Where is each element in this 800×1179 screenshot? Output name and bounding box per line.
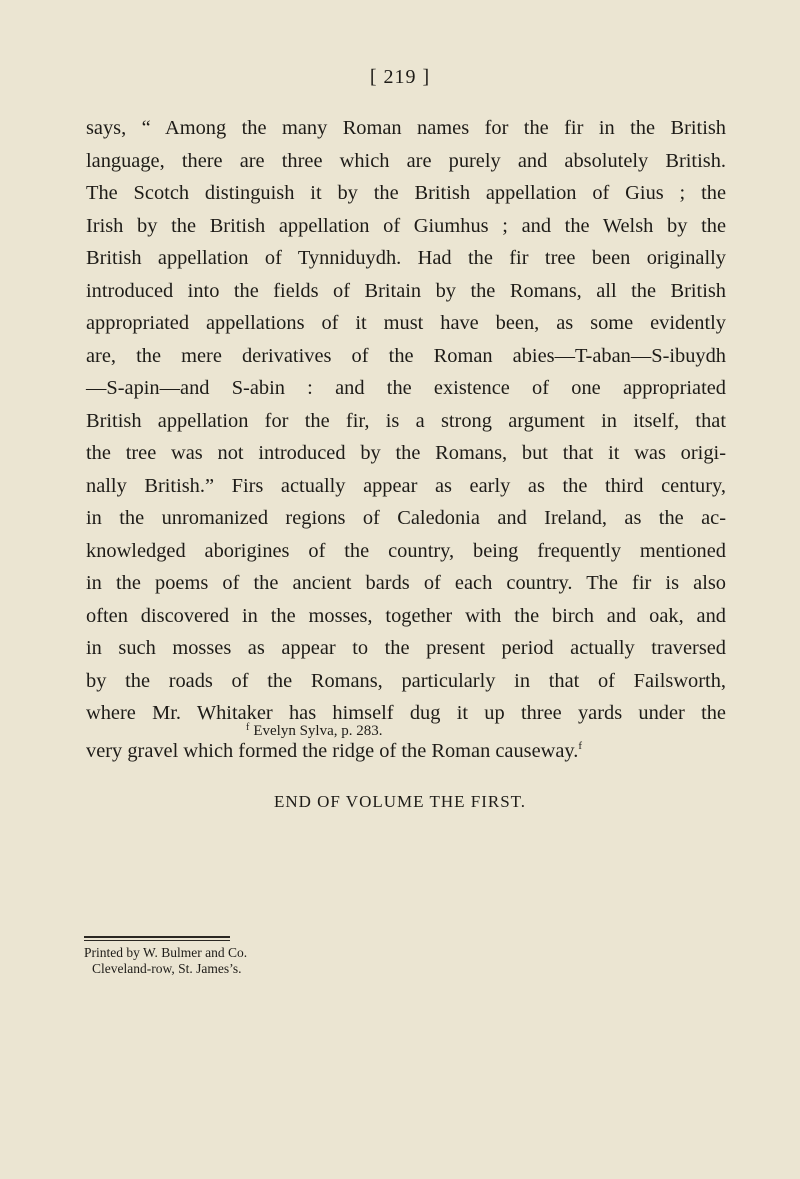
body-line: knowledged aborigines of the country, being frequently mentioned <box>86 539 726 562</box>
body-line: are, the mere derivatives of the Roman abies—T-aban—S-ibuydh <box>86 344 726 367</box>
body-line: often discovered in the mosses, together with the birch and oak, and <box>86 604 726 627</box>
printer-imprint <box>84 945 247 977</box>
footnote-text: Evelyn Sylva, p. 283. <box>253 723 383 739</box>
body-line: —S-apin—and S-abin : and the existence of one appropriated <box>86 377 726 399</box>
body-line: the tree was not introduced by the Romans, but that it was origi- <box>86 442 726 464</box>
body-line: by the roads of the Romans, particularly in that of Failsworth, <box>86 669 726 692</box>
page-number: [ 219 ] <box>369 66 431 88</box>
end-of-volume-title: END OF VOLUME THE FIRST. <box>273 792 527 811</box>
imprint-rule <box>84 936 230 941</box>
body-line: where Mr. Whitaker has himself dug it up three yards under the <box>86 702 726 724</box>
body-line: in the poems of the ancient bards of each country. The fir is also <box>86 572 726 594</box>
body-line: nally British.” Firs actually appear as early as the third century, <box>86 474 726 497</box>
body-line: introduced into the fields of Britain by the Romans, all the British <box>86 279 726 302</box>
footnote-reference: f <box>578 739 583 752</box>
footnote-mark: f <box>246 722 250 733</box>
body-line: The Scotch distinguish it by the British appellation of Gius ; the <box>86 182 726 204</box>
thin-rule <box>84 940 230 941</box>
body-line: British appellation of Tynniduydh. Had the fir tree been originally <box>86 247 726 269</box>
body-paragraph <box>86 112 726 767</box>
thick-rule <box>84 936 230 938</box>
imprint-line-2: Cleveland-row, St. James’s. <box>92 961 242 976</box>
body-line-last <box>86 730 726 768</box>
imprint-line-1: Printed by W. Bulmer and Co. <box>84 945 248 960</box>
last-line-text: very gravel which formed the ridge of the Roman causeway. <box>86 739 579 762</box>
body-line: says, “ Among the many Roman names for the fir in the British <box>86 117 726 139</box>
body-line: British appellation for the fir, is a strong argument in itself, that <box>86 409 726 432</box>
body-line: Irish by the British appellation of Giumhus ; and the Welsh by the <box>86 214 726 237</box>
body-line: in the unromanized regions of Caledonia and Ireland, as the ac- <box>86 507 726 529</box>
body-line: in such mosses as appear to the present period actually traversed <box>86 637 726 659</box>
body-line: appropriated appellations of it must have been, as some evidently <box>86 312 726 334</box>
body-line: language, there are three which are purely and absolutely British. <box>86 149 726 172</box>
footnote <box>246 722 383 740</box>
